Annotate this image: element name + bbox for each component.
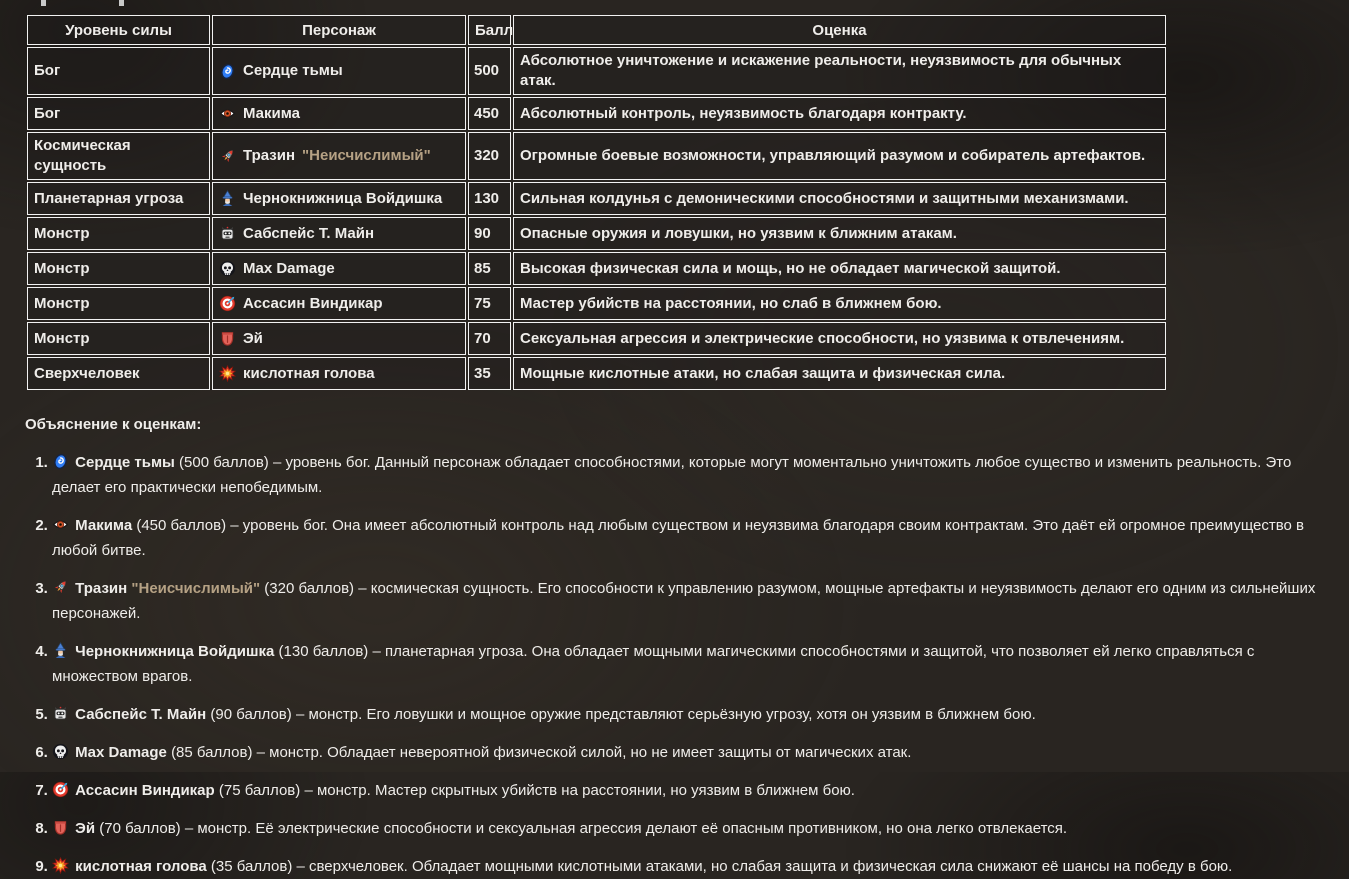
- rocket-icon: [219, 148, 236, 165]
- character-name: Ассасин Виндикар: [243, 294, 383, 312]
- cell-character: [212, 97, 466, 130]
- item-text: (320 баллов) – космическая сущность. Его способности к управлению разумом, мощные артефакты и неуязвимость делают его одним из сильнейших персонажей.: [52, 580, 1316, 622]
- col-header-level: Уровень силы: [27, 15, 210, 45]
- cell-level: Монстр: [27, 252, 210, 285]
- cell-level: Сверхчеловек: [27, 357, 210, 390]
- cell-character: [212, 252, 466, 285]
- character-name: Эй: [75, 820, 96, 837]
- robot-icon: [52, 705, 69, 722]
- swirl-icon: [219, 63, 236, 80]
- cell-evaluation: Высокая физическая сила и мощь, но не обладает магической защитой.: [513, 252, 1166, 285]
- character-name: Чернокнижница Войдишка: [75, 643, 275, 660]
- character-name: Тразин: [243, 147, 296, 164]
- cell-level: Бог: [27, 97, 210, 130]
- swirl-icon: [52, 453, 69, 470]
- character-name: Чернокнижница Войдишка: [243, 189, 443, 207]
- table-row: [27, 322, 1166, 355]
- eye-icon: [219, 105, 236, 122]
- list-item: [52, 778, 1329, 803]
- character-name: Max Damage: [243, 259, 335, 277]
- list-item: [52, 740, 1329, 765]
- dart-icon: [219, 295, 236, 312]
- character-name: Макима: [243, 104, 300, 122]
- cell-evaluation: Абсолютный контроль, неуязвимость благодаря контракту.: [513, 97, 1166, 130]
- rocket-icon: [52, 579, 69, 596]
- cell-evaluation: Сильная колдунья с демоническими способностями и защитными механизмами.: [513, 182, 1166, 215]
- list-item: [52, 576, 1329, 626]
- table-row: [27, 357, 1166, 390]
- cell-level: Бог: [27, 47, 210, 95]
- cell-score: 70: [468, 322, 511, 355]
- list-item: [52, 702, 1329, 727]
- cell-character: [212, 322, 466, 355]
- cell-level: Монстр: [27, 217, 210, 250]
- power-table: [25, 13, 1168, 392]
- list-item: [52, 513, 1329, 563]
- item-text: (75 баллов) – монстр. Мастер скрытных убийств на расстоянии, но уязвим в ближнем бою.: [218, 782, 855, 799]
- item-text: (130 баллов) – планетарная угроза. Она обладает мощными магическими способностями и защитой, что позволяет ей легко справляться с множеством врагов.: [52, 643, 1255, 685]
- cell-score: 35: [468, 357, 511, 390]
- item-text: (450 баллов) – уровень бог. Она имеет абсолютный контроль над любым существом и неуязвима благодаря своим контрактам. Это даёт ей огромное преимущество в любой битве.: [52, 517, 1305, 559]
- col-header-character: Персонаж: [212, 15, 466, 45]
- table-row: [27, 47, 1166, 95]
- mage-icon: [52, 642, 69, 659]
- cell-character: [212, 287, 466, 320]
- tongue-icon: [219, 330, 236, 347]
- robot-icon: [219, 225, 236, 242]
- explanation-list: [25, 450, 1329, 879]
- list-item: [52, 450, 1329, 500]
- col-header-score: Балл: [468, 15, 511, 45]
- cell-character: [212, 182, 466, 215]
- tongue-icon: [52, 819, 69, 836]
- cell-score: 85: [468, 252, 511, 285]
- character-name: Эй: [243, 329, 263, 347]
- character-name: Сабспейс Т. Майн: [243, 224, 375, 242]
- cell-level: Планетарная угроза: [27, 182, 210, 215]
- character-name: Сабспейс Т. Майн: [75, 706, 207, 723]
- table-row: [27, 182, 1166, 215]
- list-item: [52, 816, 1329, 841]
- item-text: (70 баллов) – монстр. Её электрические способности и сексуальная агрессия делают её опасным противником, но она легко отвлекается.: [99, 820, 1068, 837]
- collision-icon: [52, 857, 69, 874]
- character-alias: "Неисчислимый": [131, 580, 261, 597]
- character-name: Сердце тьмы: [243, 62, 343, 79]
- cell-level: Монстр: [27, 322, 210, 355]
- cell-character: [212, 357, 466, 390]
- table-row: [27, 132, 1166, 180]
- item-text: (90 баллов) – монстр. Его ловушки и мощное оружие представляют серьёзную угрозу, хотя он уязвим в ближнем бою.: [210, 706, 1036, 723]
- cell-evaluation: Сексуальная агрессия и электрические способности, но уязвима к отвлечениям.: [513, 322, 1166, 355]
- cell-level: Космическая сущность: [27, 132, 210, 180]
- cell-score: 450: [468, 97, 511, 130]
- character-name: Тразин: [75, 580, 128, 597]
- cell-score: 320: [468, 132, 511, 180]
- cell-evaluation: Огромные боевые возможности, управляющий разумом и собиратель артефактов.: [513, 132, 1166, 180]
- cell-level: Монстр: [27, 287, 210, 320]
- table-header-row: [27, 15, 1166, 45]
- character-name: Макима: [75, 517, 133, 534]
- item-text: (35 баллов) – сверхчеловек. Обладает мощными кислотными атаками, но слабая защита и физическая сила снижают её шансы на победу в бою.: [210, 858, 1233, 875]
- cell-evaluation: Мощные кислотные атаки, но слабая защита и физическая сила.: [513, 357, 1166, 390]
- item-text: (85 баллов) – монстр. Обладает невероятной физической силой, но не имеет защиты от магических атак.: [171, 744, 912, 761]
- cell-character: [212, 217, 466, 250]
- item-text: (500 баллов) – уровень бог. Данный персонаж обладает способностями, которые могут моментально уничтожить любое существо и изменить реальность. Это делает его практически непобедимым.: [52, 454, 1292, 496]
- cell-score: 75: [468, 287, 511, 320]
- character-alias: "Неисчислимый": [302, 147, 431, 164]
- collision-icon: [219, 365, 236, 382]
- cell-score: 500: [468, 47, 511, 95]
- character-name: Ассасин Виндикар: [75, 782, 215, 799]
- clipped-heading-remnant: [41, 0, 46, 6]
- cell-evaluation: Опасные оружия и ловушки, но уязвим к ближним атакам.: [513, 217, 1166, 250]
- character-name: Сердце тьмы: [75, 454, 175, 471]
- character-name: Max Damage: [75, 744, 167, 761]
- cell-character: [212, 132, 466, 180]
- cell-evaluation: Абсолютное уничтожение и искажение реальности, неуязвимость для обычных атак.: [513, 47, 1166, 95]
- col-header-evaluation: Оценка: [513, 15, 1166, 45]
- explanation-heading: Объяснение к оценкам:: [25, 416, 202, 433]
- clipped-heading-remnant: [119, 0, 124, 6]
- skull-icon: [52, 743, 69, 760]
- character-name: кислотная голова: [243, 364, 375, 382]
- cell-character: [212, 47, 466, 95]
- cell-score: 90: [468, 217, 511, 250]
- cell-score: 130: [468, 182, 511, 215]
- list-item: [52, 639, 1329, 689]
- list-item: [52, 854, 1329, 879]
- table-row: [27, 252, 1166, 285]
- eye-icon: [52, 516, 69, 533]
- table-row: [27, 217, 1166, 250]
- cell-evaluation: Мастер убийств на расстоянии, но слаб в ближнем бою.: [513, 287, 1166, 320]
- dart-icon: [52, 781, 69, 798]
- table-row: [27, 97, 1166, 130]
- skull-icon: [219, 260, 236, 277]
- character-name: кислотная голова: [75, 858, 207, 875]
- mage-icon: [219, 190, 236, 207]
- table-row: [27, 287, 1166, 320]
